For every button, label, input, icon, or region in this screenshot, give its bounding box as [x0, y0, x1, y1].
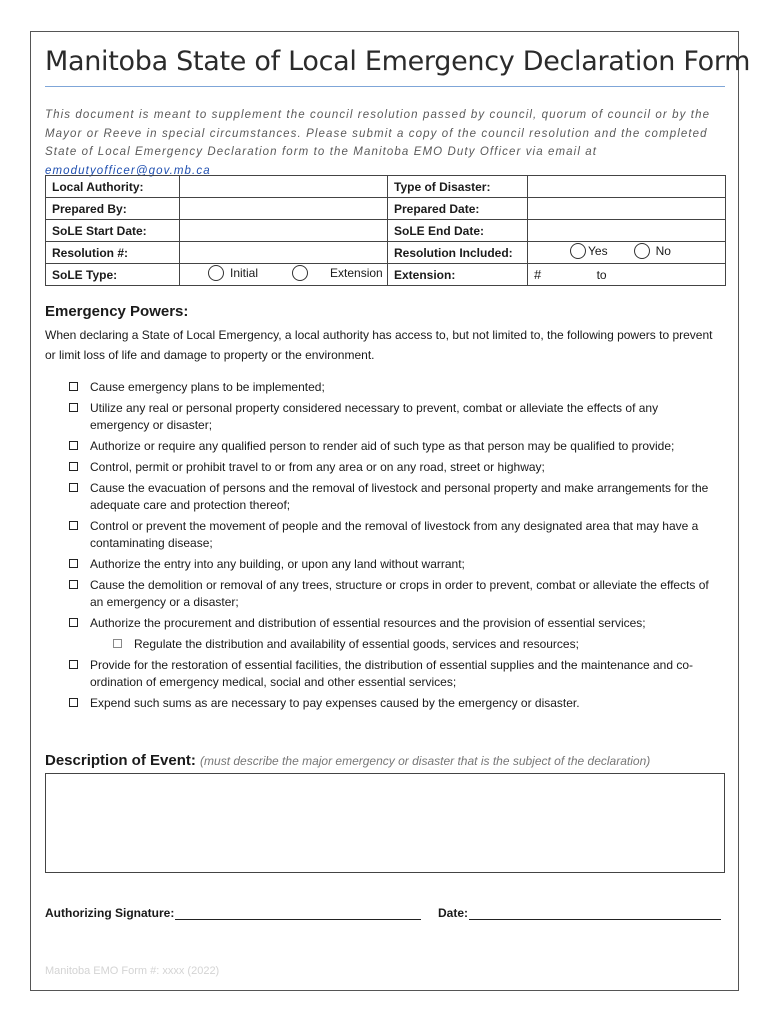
hash-symbol: # [534, 267, 542, 282]
resolution-included-label: Resolution Included: [388, 242, 528, 264]
checkbox[interactable] [69, 382, 78, 391]
checkbox[interactable] [69, 618, 78, 627]
list-item: Expend such sums as are necessary to pay expenses caused by the emergency or disaster. [68, 695, 718, 712]
date-label: Date: [438, 906, 469, 920]
list-item-sub: Regulate the distribution and availability of essential goods, services and resources; [112, 636, 718, 653]
checkbox[interactable] [69, 660, 78, 669]
signature-field[interactable] [175, 907, 421, 920]
date-line [438, 906, 721, 920]
checkbox[interactable] [69, 403, 78, 412]
checkbox[interactable] [69, 559, 78, 568]
checkbox[interactable] [69, 580, 78, 589]
form-footer: Manitoba EMO Form #: xxxx (2022) [45, 965, 220, 977]
prepared-date-label: Prepared Date: [388, 198, 528, 220]
date-field[interactable] [469, 907, 721, 920]
signature-label: Authorizing Signature: [45, 906, 175, 920]
list-item: Control or prevent the movement of people and the removal of livestock from any designated area that may have a contaminating disease; [68, 518, 718, 552]
checkbox[interactable] [69, 521, 78, 530]
list-item: Provide for the restoration of essential facilities, the distribution of essential supplies and the maintenance and co-ordination of emergency medical, social and other essential services; [68, 657, 718, 691]
table-row [46, 198, 726, 220]
intro-paragraph [45, 106, 729, 180]
extension-radio[interactable] [292, 265, 308, 281]
prepared-date-field[interactable] [528, 198, 726, 220]
list-item: Authorize or require any qualified person to render aid of such type as that person may be qualified to provide; [68, 438, 718, 455]
intro-text: This document is meant to supplement the council resolution passed by council, quorum of council or by the Mayor or Reeve in special circumstances. Please submit a copy of the council resolution and the completed State of Local Emergency Declaration form to the Manitoba EMO Duty Officer via email at [45, 109, 711, 158]
extension-option-label: Extension [330, 266, 383, 280]
description-heading-label: Description of Event: [45, 752, 196, 769]
resolution-number-label: Resolution #: [46, 242, 180, 264]
checkbox[interactable] [69, 441, 78, 450]
extension-field[interactable] [528, 264, 726, 286]
signature-line [45, 906, 421, 920]
no-radio[interactable] [634, 243, 650, 259]
info-table [45, 175, 726, 286]
table-row [46, 220, 726, 242]
table-row [46, 176, 726, 198]
type-of-disaster-field[interactable] [528, 176, 726, 198]
description-heading [45, 752, 650, 769]
sole-start-date-label: SoLE Start Date: [46, 220, 180, 242]
local-authority-label: Local Authority: [46, 176, 180, 198]
sole-end-date-label: SoLE End Date: [388, 220, 528, 242]
email-link[interactable]: emodutyofficer@gov.mb.ca [45, 164, 211, 177]
sole-type-label: SoLE Type: [46, 264, 180, 286]
table-row [46, 264, 726, 286]
sole-end-date-field[interactable] [528, 220, 726, 242]
description-textarea[interactable] [45, 773, 725, 873]
page-title: Manitoba State of Local Emergency Declaration Form [45, 46, 751, 77]
list-item: Cause emergency plans to be implemented; [68, 379, 718, 396]
list-item: Cause the evacuation of persons and the removal of livestock and personal property and make arrangements for the adequate care and protection thereof; [68, 480, 718, 514]
checkbox[interactable] [69, 698, 78, 707]
checkbox[interactable] [69, 462, 78, 471]
resolution-included-options [528, 242, 726, 264]
local-authority-field[interactable] [180, 176, 388, 198]
initial-label: Initial [230, 266, 259, 280]
yes-radio[interactable] [570, 243, 586, 259]
checkbox[interactable] [69, 483, 78, 492]
resolution-number-field[interactable] [180, 242, 388, 264]
extension-label: Extension: [388, 264, 528, 286]
initial-radio[interactable] [208, 265, 224, 281]
emergency-powers-heading: Emergency Powers: [45, 303, 189, 320]
list-item: Authorize the procurement and distribution of essential resources and the provision of essential services; [68, 615, 718, 632]
yes-label: Yes [588, 244, 608, 258]
type-of-disaster-label: Type of Disaster: [388, 176, 528, 198]
sole-type-options [180, 264, 388, 286]
checkbox[interactable] [113, 639, 122, 648]
to-label: to [596, 268, 607, 282]
list-item: Authorize the entry into any building, or upon any land without warrant; [68, 556, 718, 573]
emergency-powers-intro: When declaring a State of Local Emergency, a local authority has access to, but not limited to, the following powers to prevent or limit loss of life and damage to property or the environment. [45, 328, 713, 362]
sole-start-date-field[interactable] [180, 220, 388, 242]
no-label: No [655, 244, 671, 258]
table-row [46, 242, 726, 264]
prepared-by-label: Prepared By: [46, 198, 180, 220]
title-underline [45, 86, 725, 87]
list-item: Utilize any real or personal property considered necessary to prevent, combat or alleviate the effects of any emergency or disaster; [68, 400, 718, 434]
powers-list [68, 379, 718, 716]
list-item: Control, permit or prohibit travel to or from any area or on any road, street or highway; [68, 459, 718, 476]
description-note: (must describe the major emergency or disaster that is the subject of the declaration) [200, 754, 651, 768]
prepared-by-field[interactable] [180, 198, 388, 220]
list-item: Cause the demolition or removal of any trees, structure or crops in order to prevent, combat or alleviate the effects of an emergency or a disaster; [68, 577, 718, 611]
